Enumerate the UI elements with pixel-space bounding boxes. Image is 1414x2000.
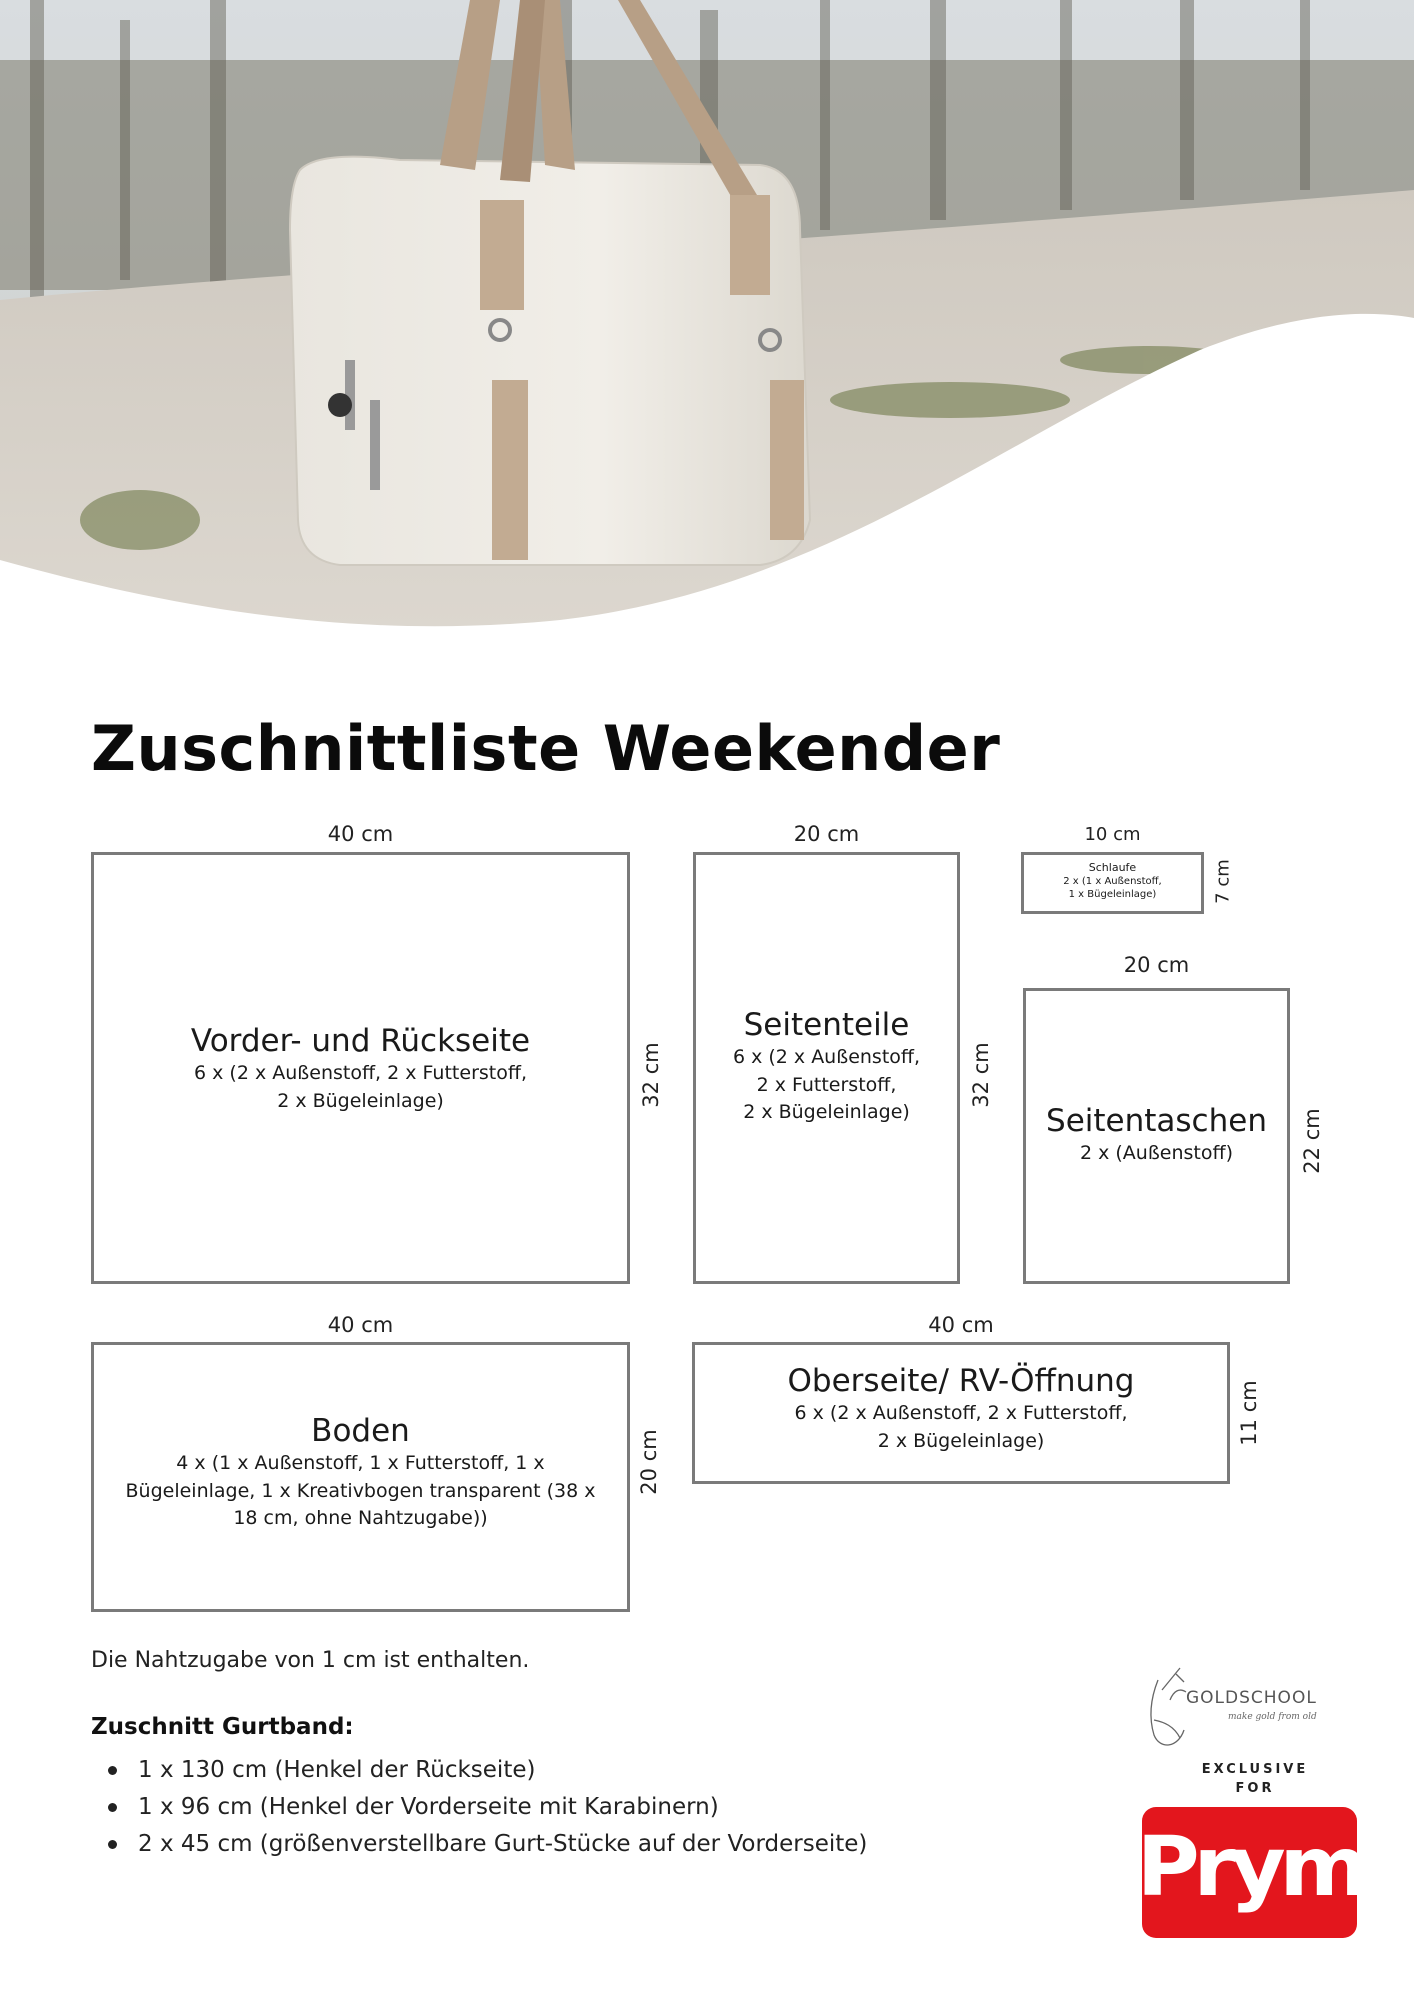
webbing-heading: Zuschnitt Gurtband:	[91, 1714, 354, 1740]
piece-qty: 18 cm, ohne Nahtzugabe))	[233, 1507, 488, 1530]
width-label: 20 cm	[793, 822, 860, 846]
list-item-text: 1 x 96 cm (Henkel der Vorderseite mit Karabinern)	[138, 1794, 719, 1820]
piece-qty: 2 x (Außenstoff)	[1079, 1142, 1234, 1165]
piece-qty: 2 x (1 x Außenstoff,	[1063, 876, 1162, 888]
height-label: 11 cm	[1237, 1380, 1261, 1446]
pattern-box	[1021, 852, 1204, 914]
pattern-box	[91, 852, 630, 1284]
piece-qty: 2 x Bügeleinlage)	[743, 1101, 910, 1124]
bullet-icon	[108, 1803, 117, 1812]
piece-name: Seitenteile	[743, 1007, 910, 1043]
width-label: 40 cm	[327, 822, 394, 846]
list-item	[91, 1789, 867, 1826]
list-item	[91, 1826, 867, 1863]
width-label: 40 cm	[327, 1313, 394, 1337]
piece-qty: 6 x (2 x Außenstoff, 2 x Futterstoff,	[794, 1402, 1128, 1425]
pattern-box	[693, 852, 960, 1284]
pattern-box	[1023, 988, 1290, 1284]
piece-qty: 4 x (1 x Außenstoff, 1 x Futterstoff, 1 x	[176, 1452, 545, 1475]
bullet-icon	[108, 1766, 117, 1775]
webbing-list	[91, 1752, 867, 1863]
list-item-text: 1 x 130 cm (Henkel der Rückseite)	[138, 1757, 536, 1783]
piece-qty: Bügeleinlage, 1 x Kreativbogen transparent (38 x	[125, 1479, 596, 1502]
list-item	[91, 1752, 867, 1789]
seam-allowance-note: Die Nahtzugabe von 1 cm ist enthalten.	[91, 1648, 530, 1673]
piece-name: Seitentaschen	[1046, 1103, 1267, 1139]
goldschool-tagline: make gold from old	[1228, 1712, 1317, 1722]
piece-name: Schlaufe	[1088, 861, 1137, 874]
list-item-text: 2 x 45 cm (größenverstellbare Gurt-Stücke auf der Vorderseite)	[138, 1831, 868, 1857]
exclusive-for-label	[1180, 1760, 1330, 1798]
pattern-box	[91, 1342, 630, 1612]
piece-qty: 6 x (2 x Außenstoff,	[732, 1046, 921, 1069]
height-label: 32 cm	[969, 1042, 993, 1108]
pattern-box	[692, 1342, 1230, 1484]
goldschool-name: GOLDSCHOOL	[1186, 1688, 1317, 1708]
width-label: 10 cm	[1084, 824, 1141, 845]
width-label: 20 cm	[1123, 953, 1190, 977]
hero-photo-weekender-bag	[0, 0, 1414, 660]
piece-name: Boden	[311, 1413, 410, 1449]
piece-qty: 2 x Bügeleinlage)	[877, 1429, 1045, 1452]
piece-qty: 6 x (2 x Außenstoff, 2 x Futterstoff,	[194, 1062, 527, 1085]
height-label: 22 cm	[1300, 1108, 1324, 1174]
height-label: 7 cm	[1212, 859, 1234, 904]
width-label: 40 cm	[928, 1313, 994, 1337]
piece-name: Oberseite/ RV-Öffnung	[787, 1363, 1135, 1399]
bullet-icon	[108, 1840, 117, 1849]
piece-qty: 2 x Bügeleinlage)	[277, 1089, 444, 1112]
for-text: FOR	[1235, 1781, 1275, 1796]
piece-qty: 2 x Futterstoff,	[756, 1073, 897, 1096]
height-label: 20 cm	[637, 1429, 661, 1495]
prym-logo-text: Prym	[1136, 1820, 1363, 1915]
piece-name: Vorder- und Rückseite	[190, 1023, 531, 1059]
height-label: 32 cm	[639, 1042, 663, 1108]
page-title: Zuschnittliste Weekender	[91, 712, 1001, 785]
exclusive-text: EXCLUSIVE	[1201, 1762, 1309, 1777]
piece-qty: 1 x Bügeleinlage)	[1068, 889, 1157, 901]
prym-logo	[1136, 1807, 1363, 1938]
